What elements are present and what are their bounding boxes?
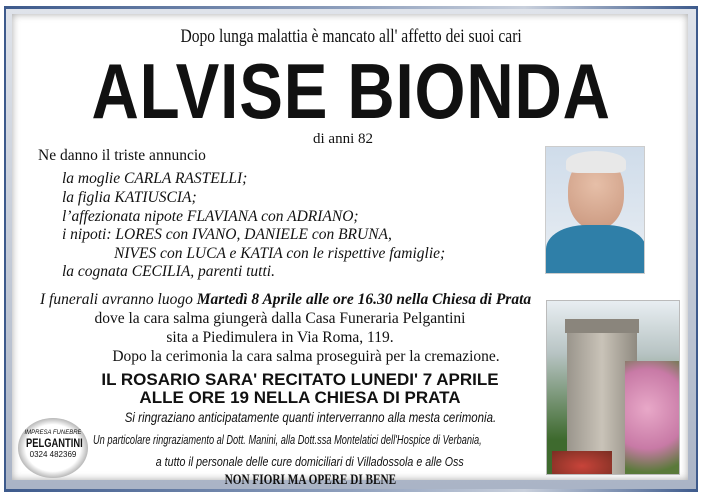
- thanks-line: a tutto il personale delle cure domiciliari di Villadossola e alle Oss: [156, 454, 464, 469]
- family-line: la cognata CECILIA, parenti tutti.: [62, 263, 275, 280]
- family-line: l’affezionata nipote FLAVIANA con ADRIANO;: [62, 208, 359, 225]
- thanks-line: Un particolare ringraziamento al Dott. Manini, alla Dott.ssa Montelatici dell'Hospice di Verbania,: [93, 432, 482, 447]
- funeral-home-logo: IMPRESA FUNEBRE PELGANTINI 0324 482369: [18, 418, 88, 478]
- deceased-name: ALVISE BIONDA: [91, 47, 611, 135]
- rosary-line: ALLE ORE 19 NELLA CHIESA DI PRATA: [139, 388, 461, 407]
- family-line: i nipoti: LORES con IVANO, DANIELE con BRUNA,: [62, 226, 392, 243]
- family-line: la figlia KATIUSCIA;: [62, 189, 197, 206]
- intro-text: Ne danno il triste annuncio: [38, 147, 206, 164]
- funeral-line-1: I funerali avranno luogo Martedì 8 Aprile alle ore 16.30 nella Chiesa di Prata: [40, 291, 532, 308]
- rosary-line: IL ROSARIO SARA' RECITATO LUNEDI' 7 APRILE: [101, 370, 499, 389]
- funeral-line: Dopo la cerimonia la cara salma proseguirà per la cremazione.: [112, 348, 500, 365]
- family-line: NIVES con LUCA e KATIA con le rispettive famiglie;: [114, 245, 446, 262]
- thanks-line: Si ringraziano anticipatamente quanti interverranno alla mesta cerimonia.: [124, 409, 496, 425]
- tower-image: [546, 300, 680, 475]
- deceased-photo: [545, 146, 645, 274]
- family-line: la moglie CARLA RASTELLI;: [62, 170, 248, 187]
- funeral-line: dove la cara salma giungerà dalla Casa Funeraria Pelgantini: [94, 310, 466, 327]
- age: di anni 82: [313, 131, 373, 147]
- closing-text: NON FIORI MA OPERE DI BENE: [224, 472, 396, 488]
- header-text: Dopo lunga malattia è mancato all' affetto dei suoi cari: [180, 26, 522, 47]
- funeral-line: sita a Piedimulera in Via Roma, 119.: [166, 329, 394, 346]
